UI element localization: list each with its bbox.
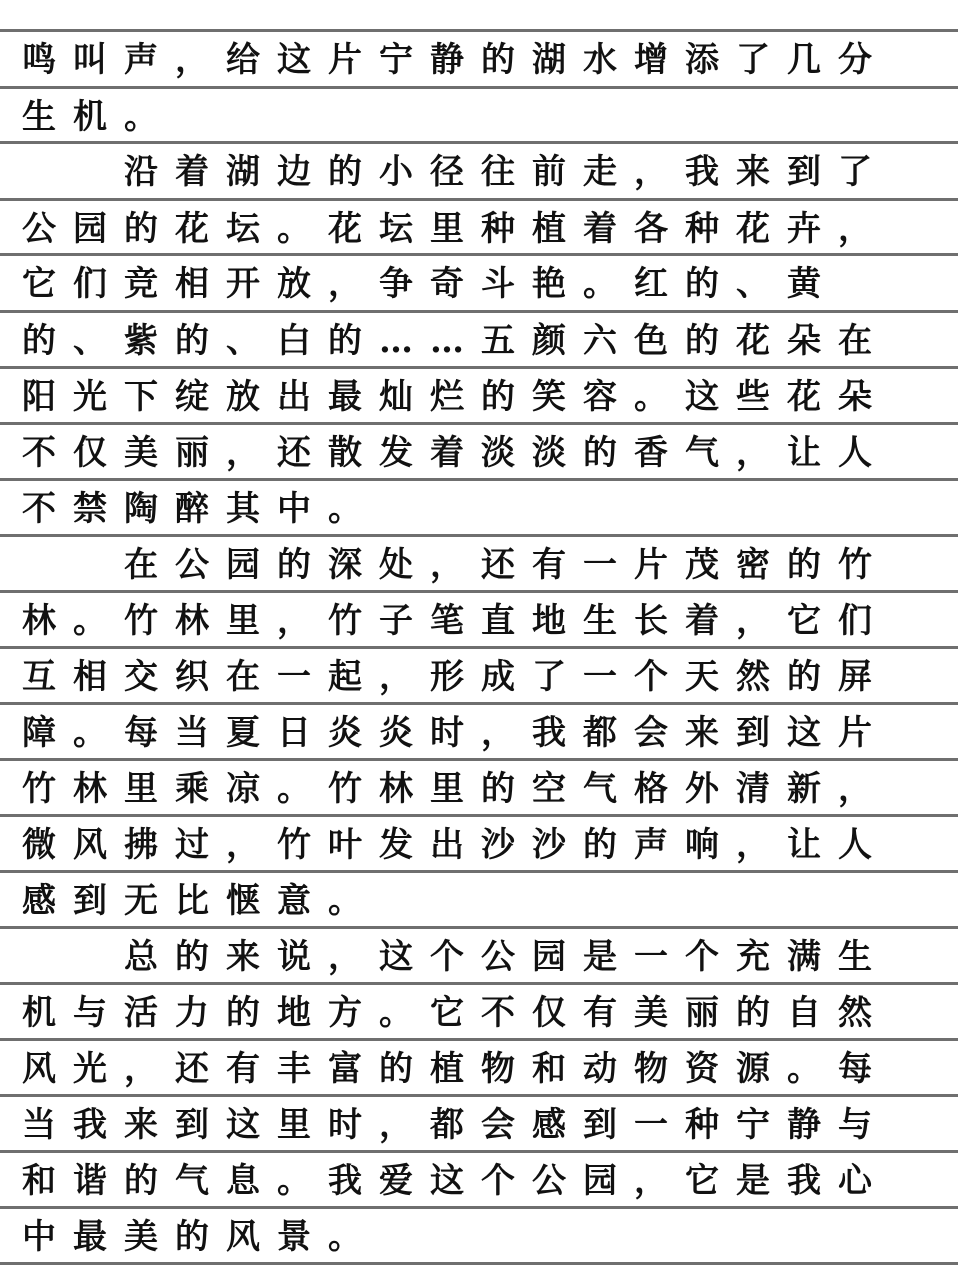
- paragraph-start-line: 在公园的深处，还有一片茂密的竹: [124, 545, 889, 585]
- text-line: 鸣叫声，给这片宁静的湖水增添了几分: [22, 40, 889, 80]
- text-row: [0, 873, 958, 929]
- text-row: [0, 593, 958, 649]
- text-line: 竹林里乘凉。竹林里的空气格外清新，: [22, 769, 889, 809]
- text-row: [0, 1209, 958, 1265]
- text-line: 它们竞相开放，争奇斗艳。红的、黄: [22, 264, 838, 304]
- text-row: [0, 985, 958, 1041]
- text-line: 感到无比惬意。: [22, 881, 379, 921]
- text-row: [0, 1041, 958, 1097]
- text-line: 中最美的风景。: [22, 1217, 379, 1257]
- text-row: [0, 649, 958, 705]
- text-row: [0, 1097, 958, 1153]
- paragraph-start-line: 沿着湖边的小径往前走，我来到了: [124, 152, 889, 192]
- text-row: [0, 537, 958, 593]
- text-row: [0, 481, 958, 537]
- text-line: 当我来到这里时，都会感到一种宁静与: [22, 1105, 889, 1145]
- text-row: [0, 89, 958, 145]
- text-line: 不禁陶醉其中。: [22, 489, 379, 529]
- text-row: [0, 32, 958, 88]
- text-line: 障。每当夏日炎炎时，我都会来到这片: [22, 713, 889, 753]
- text-line: 不仅美丽，还散发着淡淡的香气，让人: [22, 433, 889, 473]
- text-row: [0, 369, 958, 425]
- text-line: 的、紫的、白的……五颜六色的花朵在: [22, 321, 889, 361]
- text-row: [0, 425, 958, 481]
- text-row: [0, 256, 958, 312]
- text-row: [0, 144, 958, 200]
- text-row: [0, 761, 958, 817]
- paragraph-start-line: 总的来说，这个公园是一个充满生: [124, 937, 889, 977]
- text-line: 林。竹林里，竹子笔直地生长着，它们: [22, 601, 889, 641]
- text-row: [0, 313, 958, 369]
- text-line: 公园的花坛。花坛里种植着各种花卉，: [22, 209, 889, 249]
- text-line: 和谐的气息。我爱这个公园，它是我心: [22, 1161, 889, 1201]
- text-row: [0, 929, 958, 985]
- text-line: 阳光下绽放出最灿烂的笑容。这些花朵: [22, 377, 889, 417]
- text-line: 互相交织在一起，形成了一个天然的屏: [22, 657, 889, 697]
- text-row: [0, 817, 958, 873]
- text-line: 微风拂过，竹叶发出沙沙的声响，让人: [22, 825, 889, 865]
- text-row: [0, 705, 958, 761]
- text-row: [0, 1153, 958, 1209]
- text-line: 生机。: [22, 97, 175, 137]
- text-row: [0, 201, 958, 257]
- text-line: 机与活力的地方。它不仅有美丽的自然: [22, 993, 889, 1033]
- text-line: 风光，还有丰富的植物和动物资源。每: [22, 1049, 889, 1089]
